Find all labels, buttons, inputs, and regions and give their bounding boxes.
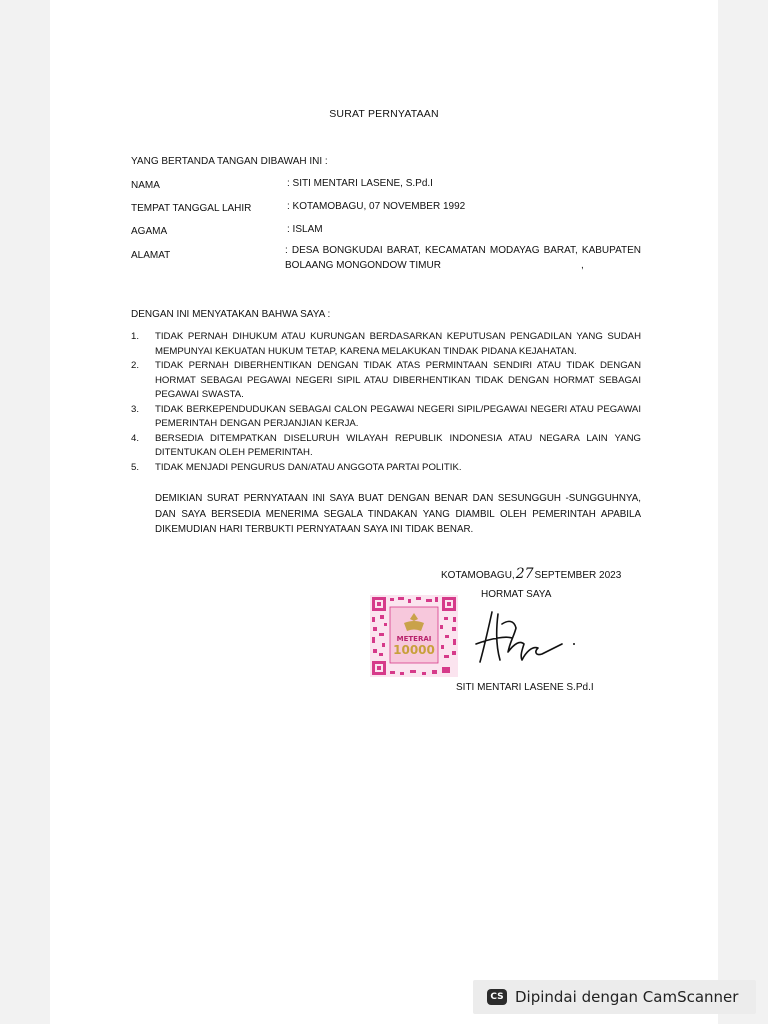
list-item: 3. TIDAK BERKEPENDUDUKAN SEBAGAI CALON PEGAWAI NEGERI SIPIL/PEGAWAI NEGERI ATAU PEGAWAI PEMERINTAH DENGAN PERJANJIAN KERJA. (131, 403, 641, 429)
field-label: AGAMA (131, 226, 168, 237)
field-label: TEMPAT TANGGAL LAHIR (131, 203, 252, 214)
field-row-birth (131, 201, 466, 214)
place-date: KOTAMOBAGU,27SEPTEMBER 2023 (441, 566, 622, 582)
document-title: SURAT PERNYATAAN (329, 108, 439, 120)
field-row-name (131, 178, 433, 191)
field-row-religion (131, 224, 323, 237)
regards-text: HORMAT SAYA (481, 589, 552, 600)
address-line-1: : DESA BONGKUDAI BARAT, KECAMATAN MODAYAG BARAT, KABUPATEN (285, 245, 641, 256)
field-value: : ISLAM (287, 224, 323, 235)
signer-name: SITI MENTARI LASENE S.Pd.I (456, 682, 594, 693)
list-item: 5. TIDAK MENJADI PENGURUS DAN/ATAU ANGGOTA PARTAI POLITIK. (131, 461, 462, 473)
svg-text:10000: 10000 (393, 643, 435, 657)
field-row-address (131, 250, 287, 261)
camscanner-badge (473, 980, 756, 1014)
declaration-intro: DENGAN INI MENYATAKAN BAHWA SAYA : (131, 309, 331, 320)
address-value (285, 243, 641, 273)
field-value: : KOTAMOBAGU, 07 NOVEMBER 1992 (287, 201, 466, 212)
field-label: NAMA (131, 180, 160, 191)
svg-text:METERAI: METERAI (396, 635, 432, 643)
closing-paragraph: DEMIKIAN SURAT PERNYATAAN INI SAYA BUAT DENGAN BENAR DAN SESUNGGUH -SUNGGUHNYA, DAN SAYA BERSEDIA MENERIMA SEGALA TINDAKAN YANG DIAMBIL OLEH PEMERINTAH APABILA DIKEMUDIAN HARI TERBUKTI PERNYATAAN SAYA INI TIDAK BENAR. (155, 493, 641, 535)
list-item: 2. TIDAK PERNAH DIBERHENTIKAN DENGAN TIDAK ATAS PERMINTAAN SENDIRI ATAU TIDAK DENGAN HORMAT SEBAGAI PEGAWAI NEGERI SIPIL ATAU DIBERHENTIKAN TIDAK DENGAN HORMAT SEBAGAI PEGAWAI SWASTA. (131, 360, 641, 400)
camscanner-text: Dipindai dengan CamScanner (515, 988, 739, 1006)
handwritten-day: 27 (515, 566, 534, 582)
camscanner-logo-icon: CS (487, 989, 507, 1005)
list-item: 4. BERSEDIA DITEMPATKAN DISELURUH WILAYAH REPUBLIK INDONESIA ATAU NEGARA LAIN YANG DITENTUKAN OLEH PEMERINTAH. (131, 432, 641, 458)
list-item: 1. TIDAK PERNAH DIHUKUM ATAU KURUNGAN BERDASARKAN KEPUTUSAN PENGADILAN YANG SUDAH MEMPUNYAI KEKUATAN HUKUM TETAP, KARENA MELAKUKAN TINDAK PIDANA KEJAHATAN. (131, 331, 641, 357)
address-line-2: BOLAANG MONGONDOW TIMUR , (285, 260, 584, 271)
field-value: : SITI MENTARI LASENE, S.Pd.I (287, 178, 433, 189)
signature-image (462, 600, 582, 670)
meterai-stamp-icon (370, 595, 458, 677)
field-label: ALAMAT (131, 250, 171, 261)
intro-text: YANG BERTANDA TANGAN DIBAWAH INI : (131, 156, 328, 167)
declaration-list (131, 330, 641, 475)
